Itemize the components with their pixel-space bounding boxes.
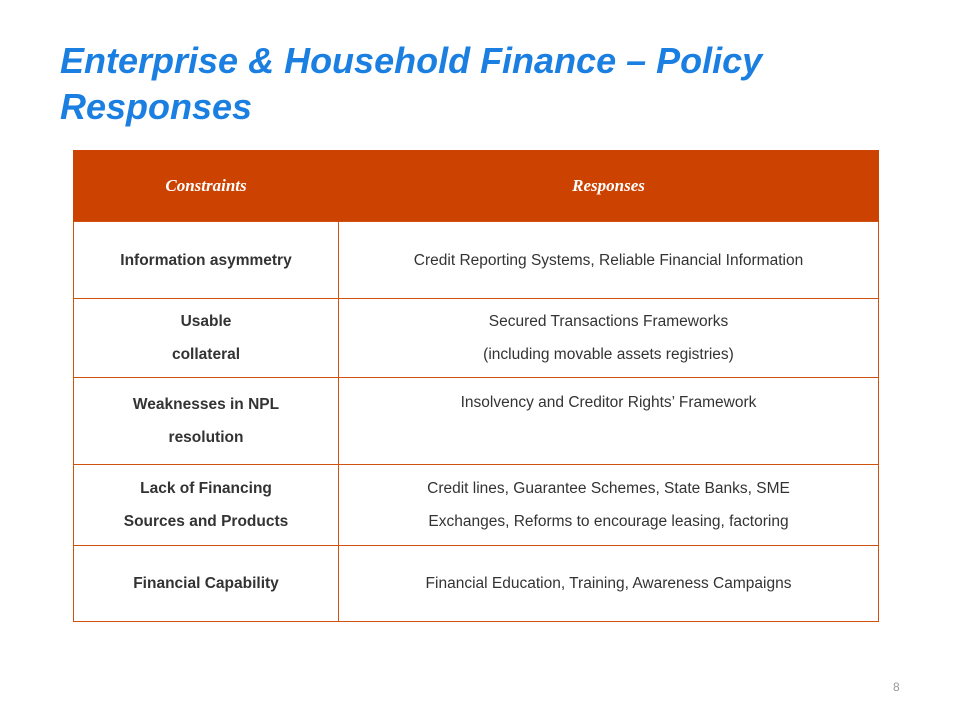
constraint-cell: [74, 546, 339, 622]
constraint-text: collateral: [171, 346, 241, 363]
constraint-text: Lack of Financing: [140, 480, 272, 497]
response-text: Credit lines, Guarantee Schemes, State Banks, SME: [427, 480, 790, 497]
header-constraints: Constraints: [74, 150, 339, 222]
constraint-cell: [74, 299, 339, 378]
response-text: Insolvency and Creditor Rights’ Framework: [460, 394, 757, 411]
constraint-cell: [74, 222, 339, 299]
constraint-text: Financial Capability: [133, 575, 279, 592]
response-cell: [339, 546, 879, 622]
page-number: 8: [893, 680, 900, 694]
table-row: [74, 465, 879, 546]
table-header-row: [74, 150, 879, 222]
table-row: [74, 378, 879, 465]
table-row: [74, 546, 879, 622]
constraint-text: Information asymmetry: [120, 251, 292, 269]
header-responses: Responses: [339, 150, 879, 222]
constraint-text: Usable: [180, 313, 232, 330]
response-text: Exchanges, Reforms to encourage leasing, factoring: [428, 513, 789, 530]
constraint-text: Sources and Products: [123, 513, 289, 530]
response-text: Secured Transactions Frameworks: [488, 313, 729, 330]
constraint-cell: [74, 465, 339, 546]
response-cell: [339, 378, 879, 465]
constraint-cell: [74, 378, 339, 465]
response-cell: [339, 222, 879, 299]
response-text: Credit Reporting Systems, Reliable Financial Information: [413, 251, 804, 269]
constraint-text: Weaknesses in NPL: [132, 396, 280, 413]
response-cell: [339, 299, 879, 378]
response-cell: [339, 465, 879, 546]
response-text: (including movable assets registries): [483, 346, 734, 363]
slide-title: Enterprise & Household Finance – Policy Responses: [60, 40, 763, 127]
policy-table: [73, 150, 879, 622]
constraint-text: resolution: [168, 429, 244, 446]
policy-table-container: [73, 150, 878, 622]
response-text: Financial Education, Training, Awareness Campaigns: [425, 575, 792, 592]
table-row: [74, 222, 879, 299]
table-row: [74, 299, 879, 378]
